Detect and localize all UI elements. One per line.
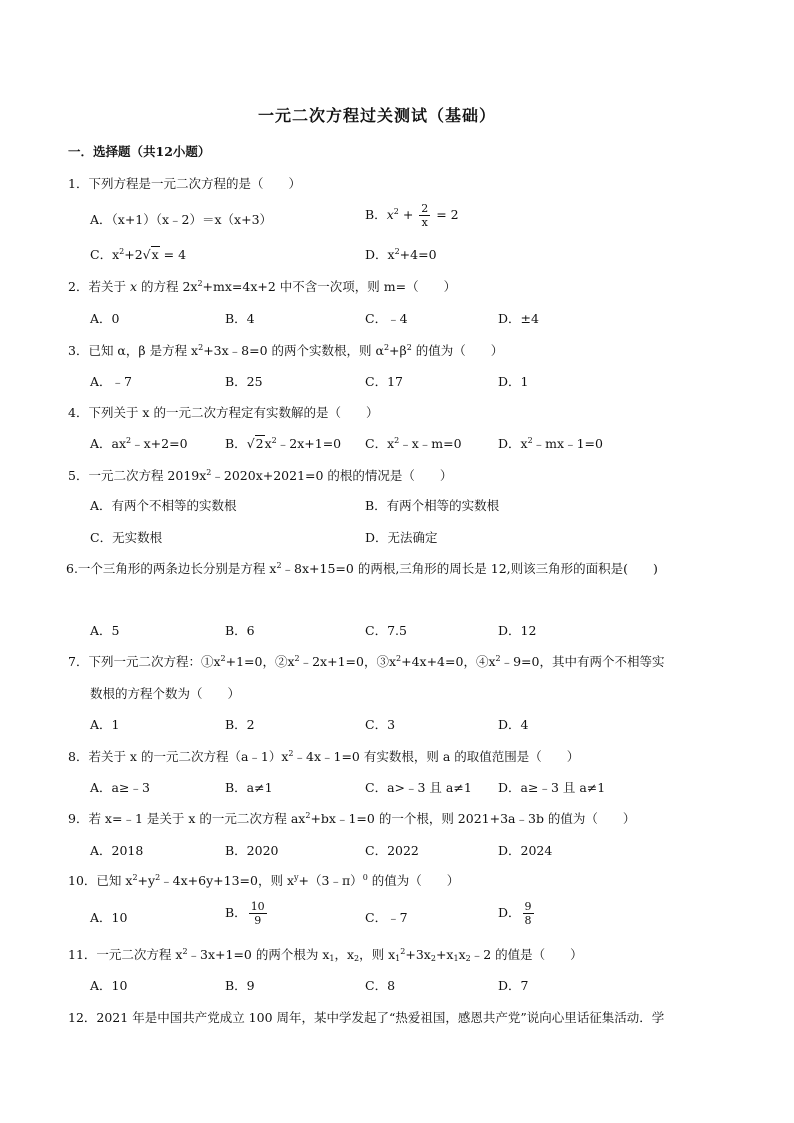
q3-option-c: C．17: [365, 374, 403, 389]
question-3-stem: 3．已知 α，β 是方程 $x^2+3x﹣8=0$ 的两个实数根，则 $\alpha^2+\beta^2$ 的值为（ ）: [68, 343, 504, 358]
q4-option-d: D．$x^2﹣mx﹣1=0$: [498, 436, 603, 451]
q7-option-a: A．1: [90, 717, 120, 732]
q8-option-c: C．a>﹣3 且 a≠1: [365, 780, 472, 795]
sqrt-symbol: √: [246, 436, 255, 451]
q7-option-b: B．2: [225, 717, 255, 732]
q4-option-a: A．$ax^2﹣x+2=0$: [90, 436, 188, 451]
question-4-stem: 4．下列关于 x 的一元二次方程定有实数解的是（ ）: [68, 405, 379, 420]
q1-option-a: A．（x+1）（x﹣2）＝x（x+3）: [90, 212, 273, 227]
question-10-stem: 10．已知 $x^2+y^2﹣4x+6y+13=0$，则 $x^y+(3﹣\pi)^0$ 的值为（ ）: [68, 873, 460, 888]
q2-option-b: B．4: [225, 311, 255, 326]
q11-option-d: D．7: [498, 978, 529, 993]
q3-option-d: D．1: [498, 374, 529, 389]
q9-option-a: A．2018: [90, 843, 144, 858]
question-7-stem: 7．下列一元二次方程：$①x^2+1=0$，$②x^2﹣2x+1=0$，$③x^2+4x+4=0$，$④x^2﹣9=0$，其中有两个不相等实: [68, 654, 665, 669]
q6-option-c: C．7.5: [365, 623, 407, 638]
q7-option-c: C．3: [365, 717, 396, 732]
q2-option-c: C．﹣4: [365, 311, 408, 326]
section-heading: 一．选择题（共12小题）: [68, 144, 211, 159]
q5-option-c: C．无实数根: [90, 530, 163, 545]
q11-option-a: A．10: [90, 978, 128, 993]
q10-option-d: D． $\frac{9}{8}$: [498, 900, 532, 927]
page-title: 一元二次方程过关测试（基础）: [258, 106, 497, 125]
q4-option-b: B．$√2x^2﹣2x+1=0$: [225, 436, 342, 451]
q1-option-c: C．$x^2+2√x = 4$: [90, 247, 187, 262]
q6-option-d: D．12: [498, 623, 537, 638]
question-8-stem: 8．若关于 x 的一元二次方程$(a﹣1)x^2﹣4x﹣1=0$ 有实数根，则 a 的取值范围是（ ）: [68, 749, 580, 764]
q1-option-b: B．$x^2$ + $\frac{2}{x}$ = 2: [365, 202, 459, 229]
question-7-stem-line2: 数根的方程个数为（ ）: [90, 686, 241, 701]
question-9-stem: 9．若 x=﹣1 是关于 x 的一元二次方程 $ax^2+bx﹣1=0$ 的一个根，则 2021+3a﹣3b 的值为（ ）: [68, 811, 636, 826]
q5-option-b: B．有两个相等的实数根: [365, 498, 500, 513]
q10-fraction-d: $\frac{9}{8}$: [524, 900, 532, 927]
q11-option-c: C．8: [365, 978, 396, 993]
q1-fraction: $\frac{2}{x}$: [421, 202, 429, 229]
sqrt-symbol: √: [142, 247, 151, 262]
q5-option-d: D．无法确定: [365, 530, 438, 545]
q9-option-b: B．2020: [225, 843, 279, 858]
q10-option-b: B． $\frac{10}{9}$: [225, 900, 265, 927]
question-6-stem: 6.一个三角形的两条边长分别是方程 $x^2﹣8x+15=0$ 的两根,三角形的周长是 12,则该三角形的面积是( ): [66, 561, 658, 576]
q2-option-a: A．0: [90, 311, 120, 326]
q6-option-b: B．6: [225, 623, 255, 638]
q1-option-d: D．$x^2+4=0$: [365, 247, 437, 262]
question-12-stem: 12．2021 年是中国共产党成立 100 周年，某中学发起了“热爱祖国，感恩共产党”说向心里话征集活动．学: [68, 1010, 665, 1025]
question-2-stem: 2．若关于 x 的方程 $2x^2+mx=4x+2$ 中不含一次项，则 m=（ ）: [68, 279, 457, 294]
q10-fraction-b: $\frac{10}{9}$: [250, 900, 265, 927]
q10-option-c: C．﹣7: [365, 910, 408, 925]
question-5-stem: 5．一元二次方程 $2019x^2﹣2020x+2021=0$ 的根的情况是（ ）: [68, 468, 453, 483]
q6-option-a: A．5: [90, 623, 120, 638]
q10-option-a: A．10: [90, 910, 128, 925]
q11-option-b: B．9: [225, 978, 255, 993]
q7-option-d: D．4: [498, 717, 529, 732]
q8-option-b: B．a≠1: [225, 780, 273, 795]
q3-option-a: A．﹣7: [90, 374, 132, 389]
q8-option-d: D．a≥﹣3 且 a≠1: [498, 780, 606, 795]
q2-option-d: D．±4: [498, 311, 539, 326]
q9-option-c: C．2022: [365, 843, 419, 858]
q8-option-a: A．a≥﹣3: [90, 780, 150, 795]
q3-option-b: B．25: [225, 374, 263, 389]
q9-option-d: D．2024: [498, 843, 553, 858]
question-11-stem: 11．一元二次方程 $x^2﹣3x+1=0$ 的两个根为 $x_1$，$x_2$，则 $x_1^2+3x_2+x_1x_2﹣2$ 的值是（ ）: [68, 947, 583, 963]
q5-option-a: A．有两个不相等的实数根: [90, 498, 237, 513]
q4-option-c: C．$x^2﹣x﹣m=0$: [365, 436, 462, 451]
question-1-stem: 1．下列方程是一元二次方程的是（ ）: [68, 176, 301, 191]
